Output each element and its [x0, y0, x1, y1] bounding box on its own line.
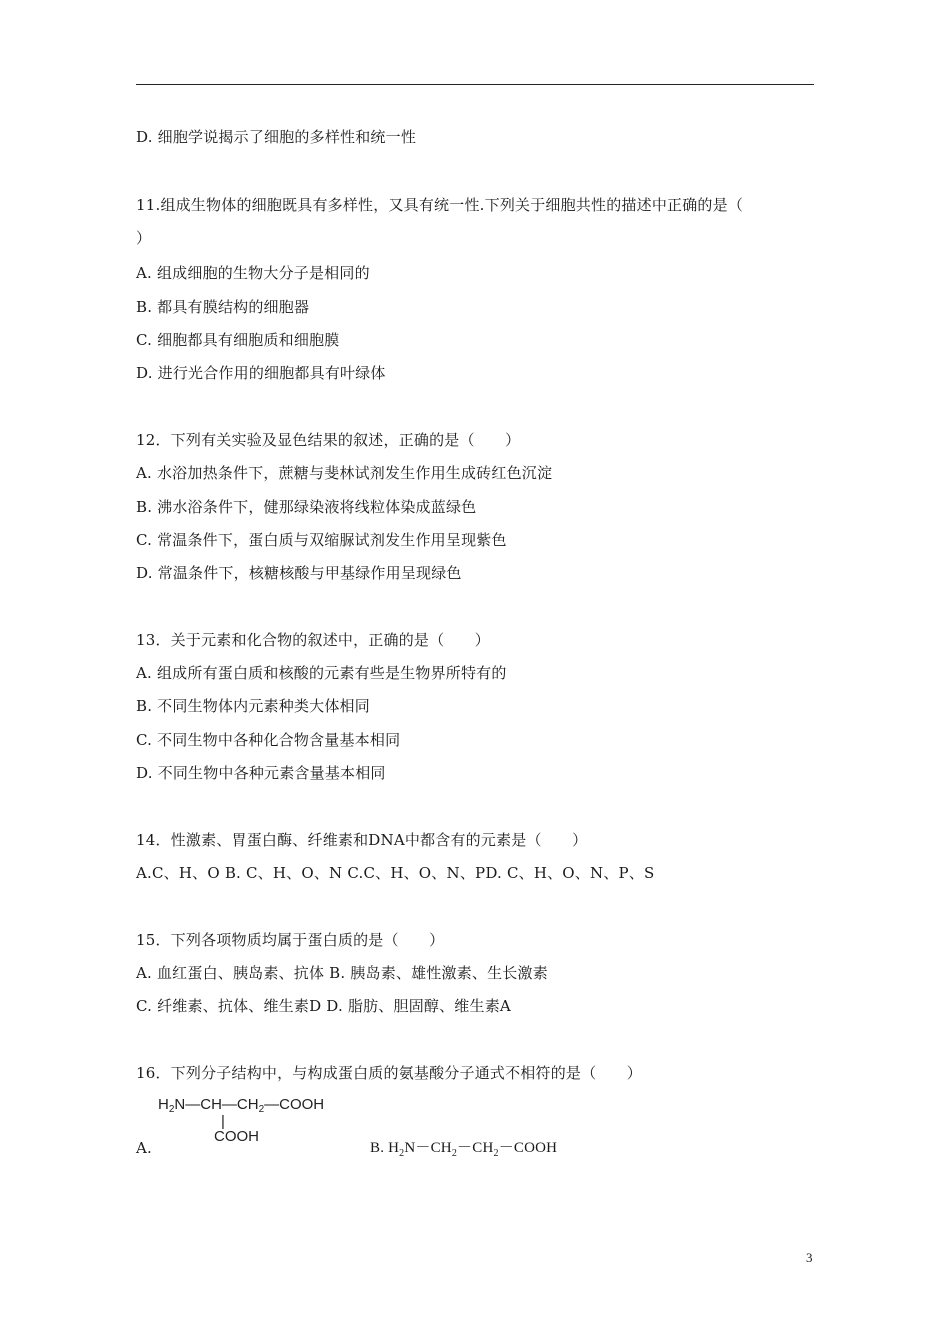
q12-option-d: D. 常温条件下，核糖核酸与甲基绿作用呈现绿色	[136, 564, 462, 582]
q16-option-b-formula: $H_2N-CH_2-CH_2-COOH$	[388, 1140, 558, 1159]
q12-option-a: A. 水浴加热条件下，蔗糖与斐林试剂发生作用生成砖红色沉淀	[136, 464, 553, 482]
q15-options-line1: A. 血红蛋白、胰岛素、抗体 B. 胰岛素、雄性激素、生长激素	[136, 964, 548, 982]
formula-backbone: N—CH—CH	[174, 1096, 259, 1113]
q13-option-c: C. 不同生物中各种化合物含量基本相同	[136, 731, 401, 749]
formula-h: H	[158, 1096, 169, 1113]
q15-stem: 15．下列各项物质均属于蛋白质的是（ ）	[136, 931, 445, 949]
q13-option-a: A. 组成所有蛋白质和核酸的元素有些是生物界所特有的	[136, 664, 507, 682]
q12-stem: 12．下列有关实验及显色结果的叙述，正确的是（ ）	[136, 431, 521, 449]
q11-option-a: A. 组成细胞的生物大分子是相同的	[136, 264, 370, 282]
q14-options: A.C、H、O B. C、H、O、N C.C、H、O、N、PD. C、H、O、N、P、S	[136, 864, 655, 882]
page-number: 3	[806, 1250, 813, 1265]
svg-text:H2N—CH—CH2—COOH: $H_2N—CH—CH_2—COOH$	[158, 1096, 325, 1115]
formula-bond: |	[221, 1113, 225, 1130]
q14-stem: 14．性激素、胃蛋白酶、纤维素和DNA中都含有的元素是（ ）	[136, 831, 588, 849]
formula-carboxyl-top: —COOH	[264, 1096, 325, 1113]
formula-carboxyl-bottom: COOH	[214, 1128, 259, 1145]
q11-option-b: B. 都具有膜结构的细胞器	[136, 298, 310, 316]
q13-option-d: D. 不同生物中各种元素含量基本相同	[136, 764, 386, 782]
q11-option-d: D. 进行光合作用的细胞都具有叶绿体	[136, 364, 386, 382]
q12-option-b: B. 沸水浴条件下，健那绿染液将线粒体染成蓝绿色	[136, 498, 477, 516]
q16-option-a-label: A.	[136, 1139, 153, 1157]
q13-stem: 13．关于元素和化合物的叙述中，正确的是（ ）	[136, 631, 490, 649]
q11-stem-line2: ）	[136, 229, 152, 247]
q16-stem: 16．下列分子结构中，与构成蛋白质的氨基酸分子通式不相符的是（ ）	[136, 1064, 642, 1082]
header-rule	[136, 84, 814, 85]
q16-option-b-label: B.	[370, 1140, 385, 1156]
q12-option-c: C. 常温条件下，蛋白质与双缩脲试剂发生作用呈现紫色	[136, 531, 507, 549]
q11-stem-line1: 11.组成生物体的细胞既具有多样性，又具有统一性.下列关于细胞共性的描述中正确的是（	[136, 196, 744, 214]
q13-option-b: B. 不同生物体内元素种类大体相同	[136, 697, 370, 715]
q10-option-d: D. 细胞学说揭示了细胞的多样性和统一性	[136, 128, 417, 146]
q16-option-b	[370, 1138, 557, 1164]
q11-option-c: C. 细胞都具有细胞质和细胞膜	[136, 331, 340, 349]
q15-options-line2: C. 纤维素、抗体、维生素D D. 脂肪、胆固醇、维生素A	[136, 997, 511, 1015]
q16-option-a-structure	[158, 1093, 372, 1145]
